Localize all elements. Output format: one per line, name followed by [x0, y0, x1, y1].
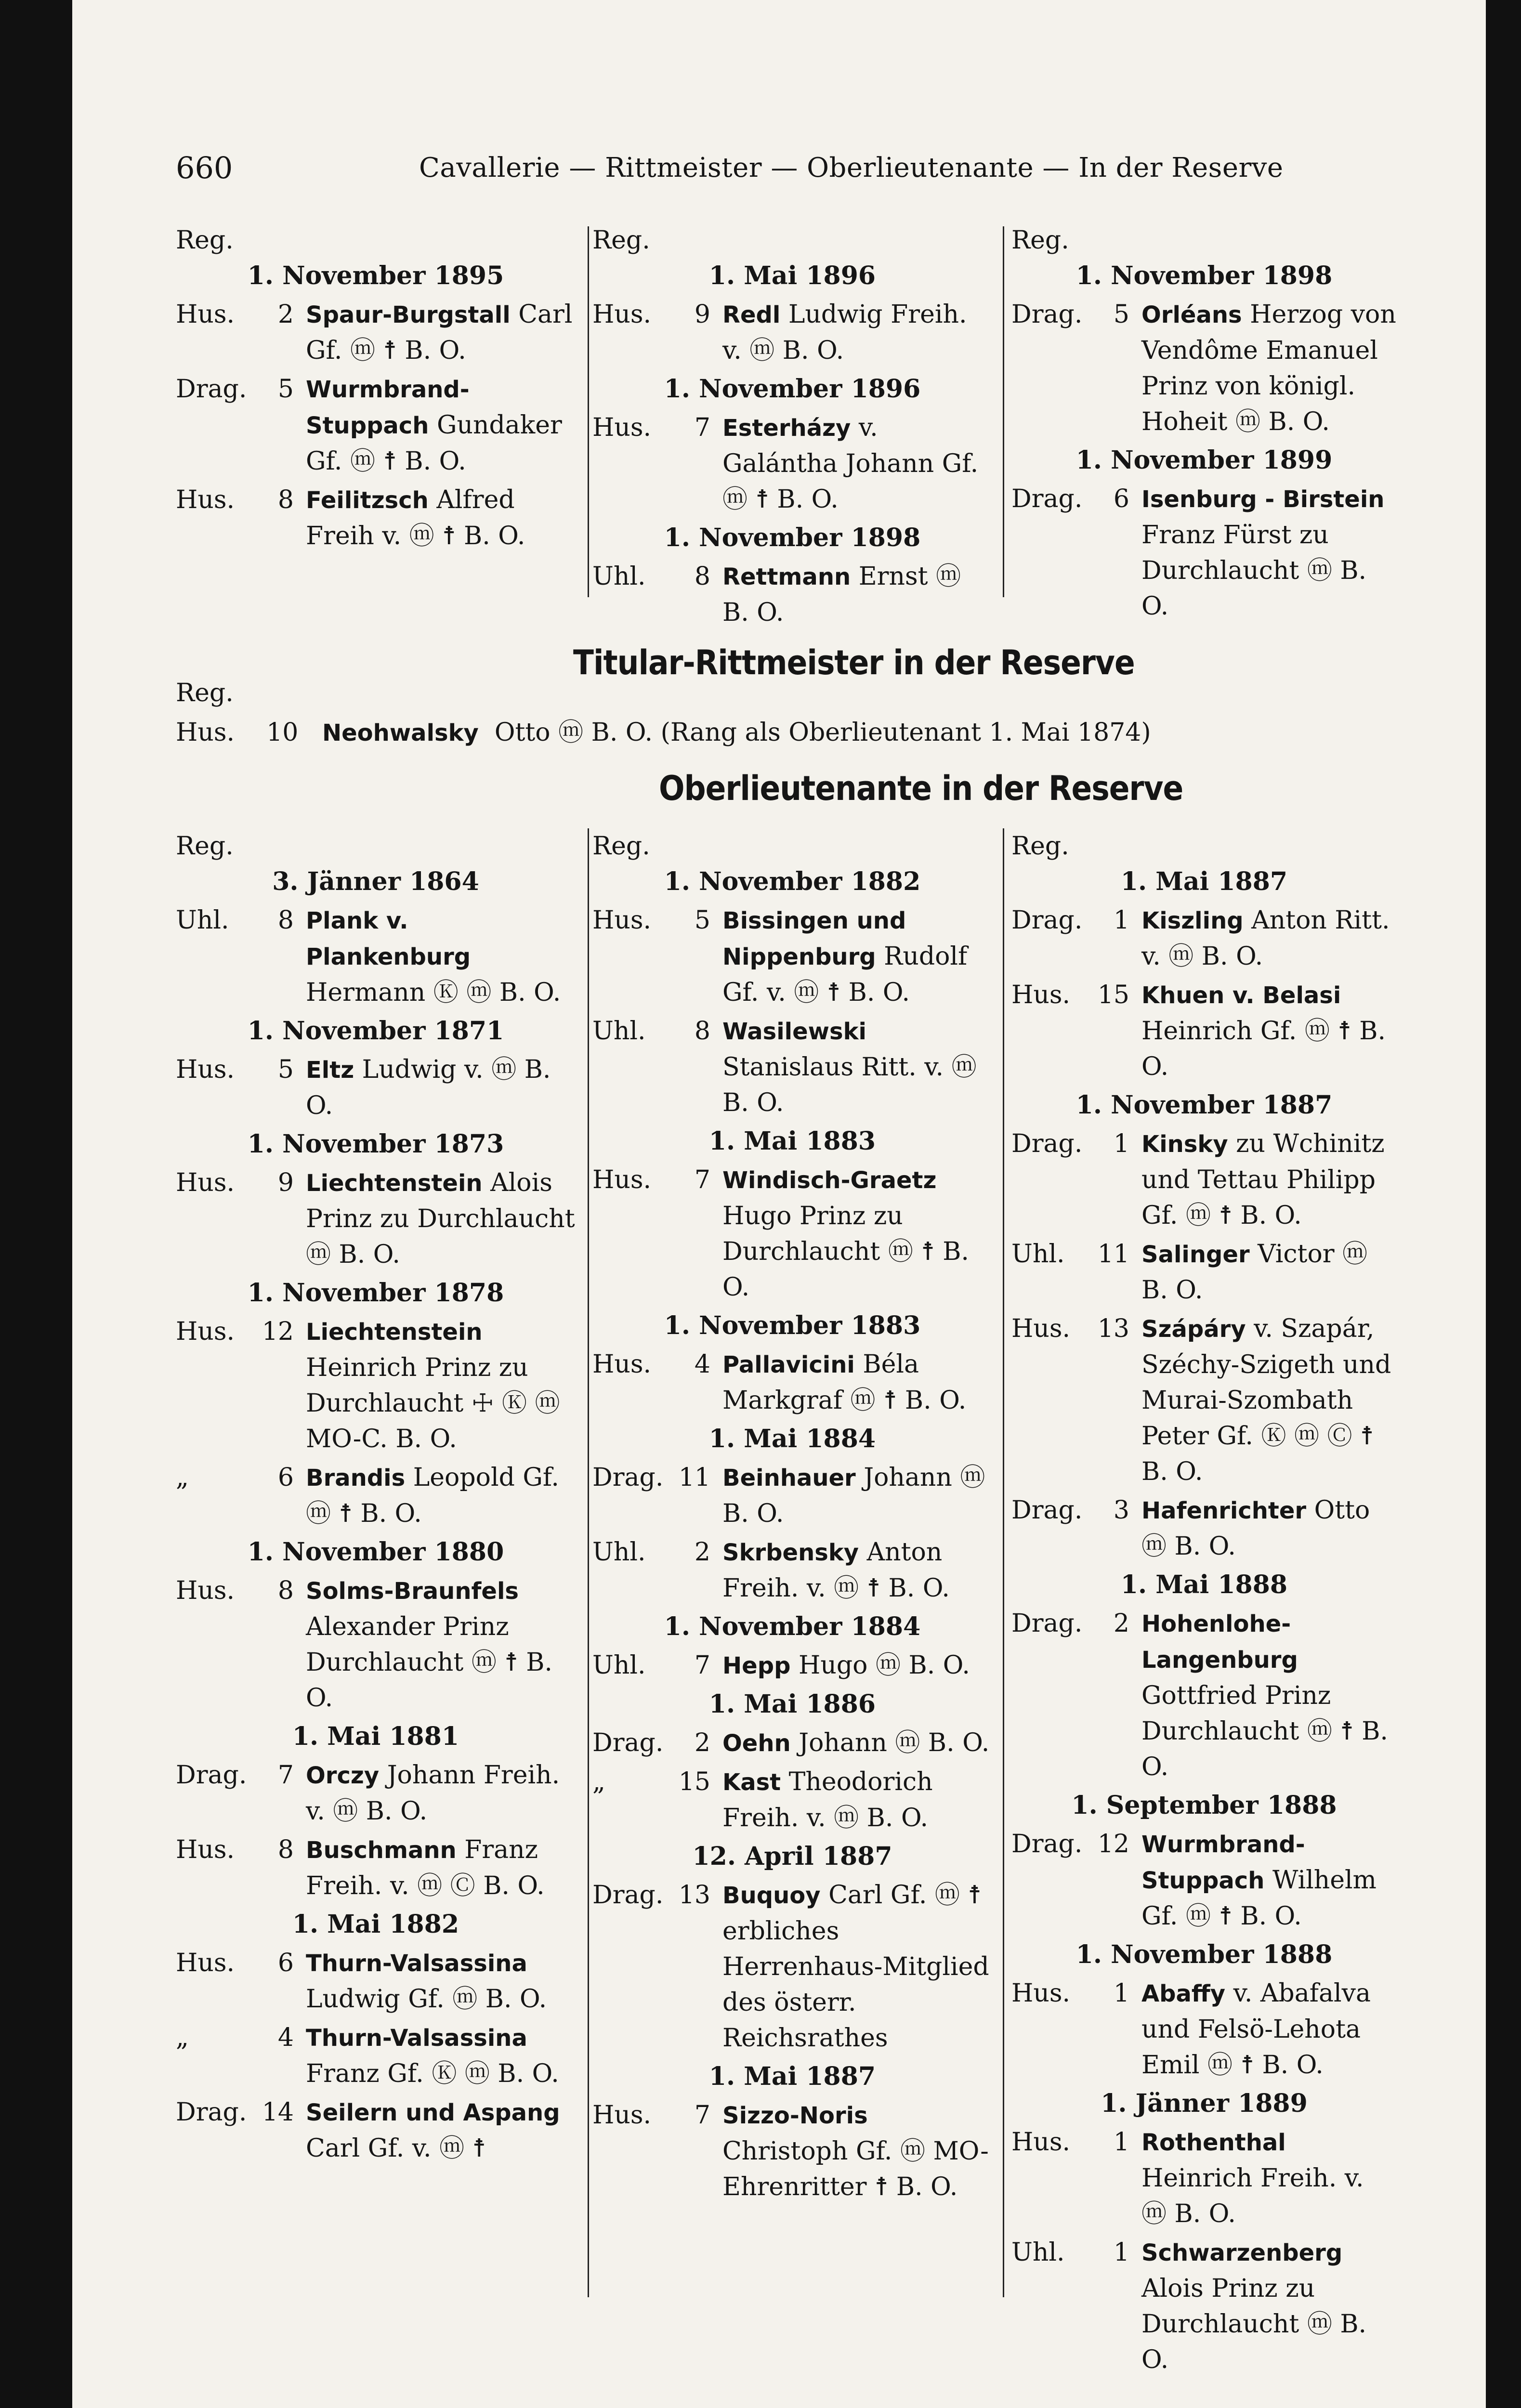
roster-entry: [176, 371, 576, 479]
roster-entry: [176, 1052, 576, 1124]
officer-name: Abaffy: [1141, 1980, 1226, 2007]
regiment-type: Drag.: [1011, 1129, 1083, 1158]
date-heading: 1. Mai 1888: [1120, 1570, 1288, 1599]
regiment-type: Hus.: [1011, 1979, 1071, 2008]
roster-entry: [1011, 2235, 1397, 2378]
column-divider: [588, 226, 589, 597]
regiment-type: Uhl.: [176, 906, 229, 935]
date-heading: 1. November 1878: [247, 1278, 504, 1308]
date-heading: 1. November 1888: [1075, 1940, 1333, 1969]
roster-entry: [592, 1725, 992, 1761]
oberlieutenante-section-title: Oberlieutenante in der Reserve: [659, 769, 1183, 808]
regiment-type: Hus.: [592, 2101, 652, 2130]
roster-entry: [592, 297, 992, 368]
date-heading: 1. November 1882: [664, 867, 921, 896]
roster-entry: [1011, 1826, 1397, 1934]
roster-entry: [592, 1460, 992, 1531]
regiment-number: 4: [694, 1350, 710, 1379]
officer-details: zu Wchinitz und Tettau Philipp Gf. ⓜ ☨ B. O.: [1141, 1129, 1385, 1230]
regiment-number: 7: [694, 1651, 710, 1680]
officer-name: Kiszling: [1141, 907, 1244, 934]
date-heading: 1. Mai 1886: [708, 1689, 876, 1719]
regiment-type: Drag.: [176, 375, 247, 404]
roster-entry: [176, 903, 576, 1010]
officer-details: Herzog von Vendôme Emanuel Prinz von königl. Hoheit ⓜ B. O.: [1141, 300, 1396, 436]
oberlieutenante-column-1: [176, 828, 576, 2169]
column-divider: [1003, 226, 1004, 597]
regiment-number: 11: [1097, 1240, 1129, 1269]
regiment-type: Hus.: [176, 1317, 235, 1346]
officer-details: Wilhelm Gf. ⓜ ☨ B. O.: [1141, 1866, 1377, 1931]
officer-details: Carl Gf. ⓜ ☨ erbliches Herrenhaus-Mitglied des österr. Reichsrathes: [722, 1881, 989, 2053]
regiment-type: Hus.: [1011, 981, 1071, 1009]
officer-name: Orczy: [306, 1762, 380, 1789]
regiment-type: Uhl.: [1011, 2238, 1065, 2267]
regiment-number: 6: [277, 1949, 294, 1977]
officer-name: Beinhauer: [722, 1465, 856, 1492]
officer-details: Carl Gf. ⓜ ☨ B. O.: [306, 300, 573, 365]
regiment-number: 5: [277, 375, 294, 404]
rittmeister-column-3: [1011, 222, 1397, 627]
regiment-number: 9: [694, 300, 710, 329]
regiment-number: 8: [694, 1017, 710, 1046]
column-divider: [1003, 828, 1004, 2297]
regiment-type: Hus.: [176, 485, 235, 514]
officer-name: Schwarzenberg: [1141, 2239, 1343, 2266]
roster-entry: [1011, 903, 1397, 974]
officer-name: Thurn-Valsassina: [306, 1950, 527, 1977]
regiment-number: 7: [277, 1761, 294, 1790]
officer-details: Carl Gf. v. ⓜ ☨: [306, 2134, 486, 2163]
regiment-type: Drag.: [1011, 1830, 1083, 1858]
roster-entry: [1011, 1976, 1397, 2083]
officer-details: Ernst ⓜ B. O.: [722, 562, 961, 627]
date-heading: 1. Mai 1882: [292, 1910, 459, 1939]
regiment-type: Uhl.: [592, 562, 646, 591]
roster-entry: [592, 1877, 992, 2056]
regiment-type: „: [176, 1463, 189, 1492]
regiment-number: 13: [1097, 1314, 1129, 1343]
roster-entry: [592, 559, 992, 630]
officer-name: Sizzo-Noris: [722, 2102, 868, 2129]
officer-details: Gottfried Prinz Durchlaucht ⓜ ☨ B. O.: [1141, 1681, 1388, 1781]
regiment-number: 8: [277, 906, 294, 935]
regiment-number: 13: [678, 1881, 710, 1910]
regiment-type: Uhl.: [1011, 1240, 1065, 1269]
officer-name: Solms-Braunfels: [306, 1578, 519, 1605]
date-heading: 1. November 1896: [664, 374, 921, 404]
regiment-number: 11: [678, 1463, 710, 1492]
officer-details: Johann ⓜ B. O.: [722, 1463, 985, 1528]
date-heading: 1. Mai 1887: [708, 2062, 876, 2091]
page-header: [176, 150, 1293, 194]
roster-entry: [1011, 1492, 1397, 1564]
regiment-type: Hus.: [592, 1165, 652, 1194]
roster-entry: [176, 1460, 576, 1531]
roster-entry: [176, 482, 576, 554]
date-heading: 1. November 1884: [664, 1612, 921, 1641]
roster-entry: [176, 1757, 576, 1829]
regiment-number: 5: [694, 906, 710, 935]
officer-details: v. Abafalva und Felsö-Lehota Emil ⓜ ☨ B. O.: [1141, 1979, 1371, 2080]
regiment-number: 12: [262, 1317, 294, 1346]
officer-details: v. Galántha Johann Gf. ⓜ ☨ B. O.: [722, 413, 979, 514]
officer-name: Buschmann: [306, 1837, 457, 1864]
regiment-number: 2: [694, 1728, 710, 1757]
rittmeister-column-2: [592, 222, 992, 633]
officer-details: Ludwig v. ⓜ B. O.: [306, 1055, 551, 1120]
roster-entry: [592, 1013, 992, 1121]
roster-entry: [592, 1162, 992, 1305]
regiment-number: 15: [678, 1767, 710, 1796]
roster-entry: [1011, 297, 1397, 440]
titular-text: Otto ⓜ B. O. (Rang als Oberlieutenant 1. Mai 1874): [494, 718, 1151, 747]
regiment-number: 6: [1113, 484, 1129, 513]
roster-entry: [176, 2094, 576, 2166]
officer-name: Hohenlohe-Langenburg: [1141, 1610, 1298, 1674]
officer-name: Wurmbrand-Stuppach: [1141, 1831, 1305, 1894]
regiment-number: 7: [694, 2101, 710, 2130]
officer-details: Franz Gf. Ⓚ ⓜ B. O.: [306, 2059, 559, 2088]
regiment-type: Hus.: [1011, 1314, 1071, 1343]
officer-name: Kast: [722, 1769, 781, 1796]
oberlieutenante-column-3: [1011, 828, 1397, 2381]
document-page: [72, 0, 1486, 2408]
officer-name: Redl: [722, 301, 781, 328]
regiment-type: Drag.: [592, 1463, 664, 1492]
officer-details: Victor ⓜ B. O.: [1141, 1240, 1368, 1305]
date-heading: 3. Jänner 1864: [272, 867, 479, 896]
date-heading: 1. November 1895: [247, 261, 504, 290]
officer-details: Ludwig Gf. ⓜ B. O.: [306, 1985, 547, 2014]
date-heading: 1. Mai 1883: [708, 1126, 876, 1156]
officer-details: v. Szapár, Széchy-Szigeth und Murai-Szombath Peter Gf. Ⓚ ⓜ Ⓒ ☨ B. O.: [1141, 1314, 1391, 1486]
roster-entry: [1011, 1311, 1397, 1490]
date-heading: 12. April 1887: [692, 1842, 892, 1871]
officer-name: Isenburg - Birstein: [1141, 486, 1385, 513]
officer-name: Brandis: [306, 1465, 406, 1492]
roster-entry: [592, 410, 992, 517]
regiment-type: Hus.: [176, 1055, 235, 1084]
regiment-type: Uhl.: [592, 1651, 646, 1680]
roster-entry: [176, 1314, 576, 1457]
officer-name: Pallavicini: [722, 1351, 855, 1378]
officer-details: Alfred Freih v. ⓜ ☨ B. O.: [306, 485, 525, 550]
officer-name: Plank v. Plankenburg: [306, 907, 471, 970]
regiment-type: Hus.: [592, 413, 652, 442]
regiment-number: 7: [694, 413, 710, 442]
officer-name: Oehn: [722, 1730, 791, 1757]
date-heading: 1. Mai 1887: [1120, 867, 1288, 896]
oberlieutenante-column-2: [592, 828, 992, 2208]
date-heading: 1. November 1871: [247, 1016, 504, 1046]
roster-entry: [1011, 1126, 1397, 1233]
reg-column-label: Reg.: [176, 226, 234, 255]
officer-details: Alois Prinz zu Durchlaucht ⓜ B. O.: [306, 1168, 575, 1269]
regiment-number: 1: [1113, 2238, 1129, 2267]
titular-name: Neohwalsky: [322, 720, 479, 746]
officer-name: Thurn-Valsassina: [306, 2025, 527, 2052]
reg-column-label: Reg.: [592, 832, 650, 861]
date-heading: 1. November 1880: [247, 1537, 504, 1567]
regiment-type: Hus.: [176, 1168, 235, 1197]
officer-name: Liechtenstein: [306, 1170, 483, 1197]
officer-details: Alois Prinz zu Durchlaucht ⓜ B. O.: [1141, 2274, 1367, 2374]
roster-entry: [592, 1347, 992, 1418]
titular-reg: Hus.: [176, 718, 235, 747]
page-number: 660: [176, 150, 233, 185]
officer-name: Eltz: [306, 1057, 354, 1084]
officer-name: Salinger: [1141, 1241, 1250, 1268]
officer-name: Esterházy: [722, 415, 851, 442]
regiment-type: Hus.: [592, 300, 652, 329]
officer-details: Alexander Prinz Durchlaucht ⓜ ☨ B. O.: [306, 1612, 552, 1713]
date-heading: 1. November 1887: [1075, 1090, 1333, 1120]
running-title: Cavallerie — Rittmeister — Oberlieutenante — In der Reserve: [419, 152, 1284, 183]
officer-details: Christoph Gf. ⓜ MO-Ehrenritter ☨ B. O.: [722, 2137, 989, 2201]
regiment-type: Drag.: [592, 1881, 664, 1910]
regiment-type: Hus.: [176, 1835, 235, 1864]
date-heading: 1. Jänner 1889: [1101, 2089, 1308, 2118]
regiment-type: Uhl.: [592, 1017, 646, 1046]
titular-num: 10: [266, 718, 299, 747]
officer-name: Khuen v. Belasi: [1141, 982, 1341, 1009]
roster-entry: [592, 2097, 992, 2205]
officer-details: Hermann Ⓚ ⓜ B. O.: [306, 978, 561, 1007]
date-heading: 1. Mai 1896: [708, 261, 876, 290]
officer-name: Hafenrichter: [1141, 1497, 1307, 1524]
regiment-number: 2: [694, 1538, 710, 1567]
officer-name: Wurmbrand-Stuppach: [306, 376, 470, 439]
regiment-type: Hus.: [176, 300, 235, 329]
officer-name: Hepp: [722, 1652, 791, 1679]
date-heading: 1. Mai 1884: [708, 1424, 876, 1453]
roster-entry: [1011, 2124, 1397, 2232]
reg-column-label: Reg.: [176, 832, 234, 861]
officer-details: Leopold Gf. ⓜ ☨ B. O.: [306, 1463, 559, 1528]
roster-entry: [592, 1534, 992, 1606]
regiment-number: 2: [1113, 1609, 1129, 1638]
regiment-number: 5: [277, 1055, 294, 1084]
regiment-type: Drag.: [1011, 484, 1083, 513]
regiment-number: 9: [277, 1168, 294, 1197]
officer-details: Anton Ritt. v. ⓜ B. O.: [1141, 906, 1390, 971]
roster-entry: [592, 1648, 992, 1684]
officer-details: Hugo Prinz zu Durchlaucht ⓜ ☨ B. O.: [722, 1202, 969, 1302]
regiment-number: 7: [694, 1165, 710, 1194]
officer-name: Bissingen und Nippenburg: [722, 907, 906, 970]
officer-details: Gundaker Gf. ⓜ ☨ B. O.: [306, 411, 562, 476]
regiment-number: 6: [277, 1463, 294, 1492]
roster-entry: [176, 297, 576, 368]
officer-details: Hugo ⓜ B. O.: [798, 1651, 970, 1680]
column-divider: [588, 828, 589, 2297]
officer-details: Franz Fürst zu Durchlaucht ⓜ B. O.: [1141, 521, 1367, 621]
officer-details: Franz Freih. v. ⓜ Ⓒ B. O.: [306, 1835, 545, 1900]
regiment-number: 8: [277, 1835, 294, 1864]
officer-name: Feilitzsch: [306, 487, 429, 514]
roster-entry: [1011, 1606, 1397, 1785]
regiment-type: Hus.: [592, 1350, 652, 1379]
date-heading: 1. November 1883: [664, 1311, 921, 1340]
regiment-number: 3: [1113, 1496, 1129, 1525]
officer-name: Spaur-Burgstall: [306, 301, 511, 328]
officer-name: Windisch-Graetz: [722, 1167, 937, 1194]
regiment-type: Hus.: [592, 906, 652, 935]
roster-entry: [1011, 1236, 1397, 1308]
roster-entry: [176, 1165, 576, 1272]
officer-details: Heinrich Prinz zu Durchlaucht ☩ Ⓚ ⓜ MO-C. B. O.: [306, 1353, 560, 1453]
regiment-number: 2: [277, 300, 294, 329]
regiment-number: 1: [1113, 1129, 1129, 1158]
reg-column-label: Reg.: [592, 226, 650, 255]
roster-entry: [1011, 481, 1397, 624]
officer-name: Seilern und Aspang: [306, 2099, 560, 2126]
date-heading: 1. September 1888: [1071, 1791, 1337, 1820]
regiment-type: Drag.: [1011, 1609, 1083, 1638]
officer-name: Szápáry: [1141, 1316, 1246, 1343]
regiment-type: Drag.: [1011, 300, 1083, 329]
officer-name: Kinsky: [1141, 1131, 1228, 1158]
roster-entry: [592, 903, 992, 1010]
officer-name: Liechtenstein: [306, 1319, 483, 1346]
officer-details: Otto ⓜ B. O.: [1141, 1496, 1370, 1561]
officer-details: Ludwig Freih. v. ⓜ B. O.: [722, 300, 967, 365]
officer-details: Johann ⓜ B. O.: [799, 1728, 990, 1757]
regiment-type: Drag.: [1011, 1496, 1083, 1525]
roster-entry: [176, 2020, 576, 2092]
regiment-type: Hus.: [1011, 2128, 1071, 2157]
reg-column-label: Reg.: [1011, 832, 1069, 861]
roster-entry: [176, 1832, 576, 1904]
regiment-type: Drag.: [592, 1728, 664, 1757]
regiment-number: 8: [277, 1576, 294, 1605]
roster-entry: [176, 1573, 576, 1716]
regiment-number: 5: [1113, 300, 1129, 329]
officer-details: Heinrich Gf. ⓜ ☨ B. O.: [1141, 1017, 1386, 1081]
roster-entry: [592, 1764, 992, 1836]
officer-details: Rudolf Gf. v. ⓜ ☨ B. O.: [722, 942, 968, 1007]
officer-details: Anton Freih. v. ⓜ ☨ B. O.: [722, 1538, 950, 1603]
regiment-number: 1: [1113, 2128, 1129, 2157]
rittmeister-column-1: [176, 222, 576, 557]
officer-name: Skrbensky: [722, 1539, 859, 1566]
date-heading: 1. Mai 1881: [292, 1722, 459, 1751]
roster-entry: [176, 1945, 576, 2017]
date-heading: 1. November 1899: [1075, 445, 1333, 475]
date-heading: 1. November 1873: [247, 1129, 504, 1159]
officer-details: Stanislaus Ritt. v. ⓜ B. O.: [722, 1053, 977, 1117]
regiment-number: 4: [277, 2023, 294, 2052]
officer-name: Orléans: [1141, 301, 1242, 328]
officer-name: Rettmann: [722, 563, 851, 590]
regiment-type: „: [592, 1767, 605, 1796]
date-heading: 1. November 1898: [1075, 261, 1333, 290]
regiment-type: Drag.: [176, 2098, 247, 2127]
date-heading: 1. November 1898: [664, 523, 921, 552]
regiment-type: Hus.: [176, 1576, 235, 1605]
regiment-type: Uhl.: [592, 1538, 646, 1567]
regiment-number: 1: [1113, 1979, 1129, 2008]
officer-details: Johann Freih. v. ⓜ B. O.: [306, 1761, 560, 1826]
officer-details: Béla Markgraf ⓜ ☨ B. O.: [722, 1350, 967, 1415]
regiment-number: 15: [1097, 981, 1129, 1009]
roster-entry: [1011, 977, 1397, 1085]
officer-name: Buquoy: [722, 1882, 821, 1909]
officer-details: Theodorich Freih. v. ⓜ B. O.: [722, 1767, 933, 1832]
reg-column-label: Reg.: [176, 679, 234, 707]
regiment-type: „: [176, 2023, 189, 2052]
regiment-type: Drag.: [176, 1761, 247, 1790]
regiment-number: 12: [1097, 1830, 1129, 1858]
officer-details: Heinrich Freih. v. ⓜ B. O.: [1141, 2164, 1364, 2228]
regiment-type: Drag.: [1011, 906, 1083, 935]
titular-line: [176, 712, 1151, 748]
regiment-number: 8: [694, 562, 710, 591]
regiment-number: 8: [277, 485, 294, 514]
regiment-number: 1: [1113, 906, 1129, 935]
regiment-number: 14: [262, 2098, 294, 2127]
reg-column-label: Reg.: [1011, 226, 1069, 255]
regiment-type: Hus.: [176, 1949, 235, 1977]
officer-name: Wasilewski: [722, 1018, 866, 1045]
officer-name: Rothenthal: [1141, 2129, 1286, 2156]
titular-section-title: Titular-Rittmeister in der Reserve: [573, 643, 1135, 682]
